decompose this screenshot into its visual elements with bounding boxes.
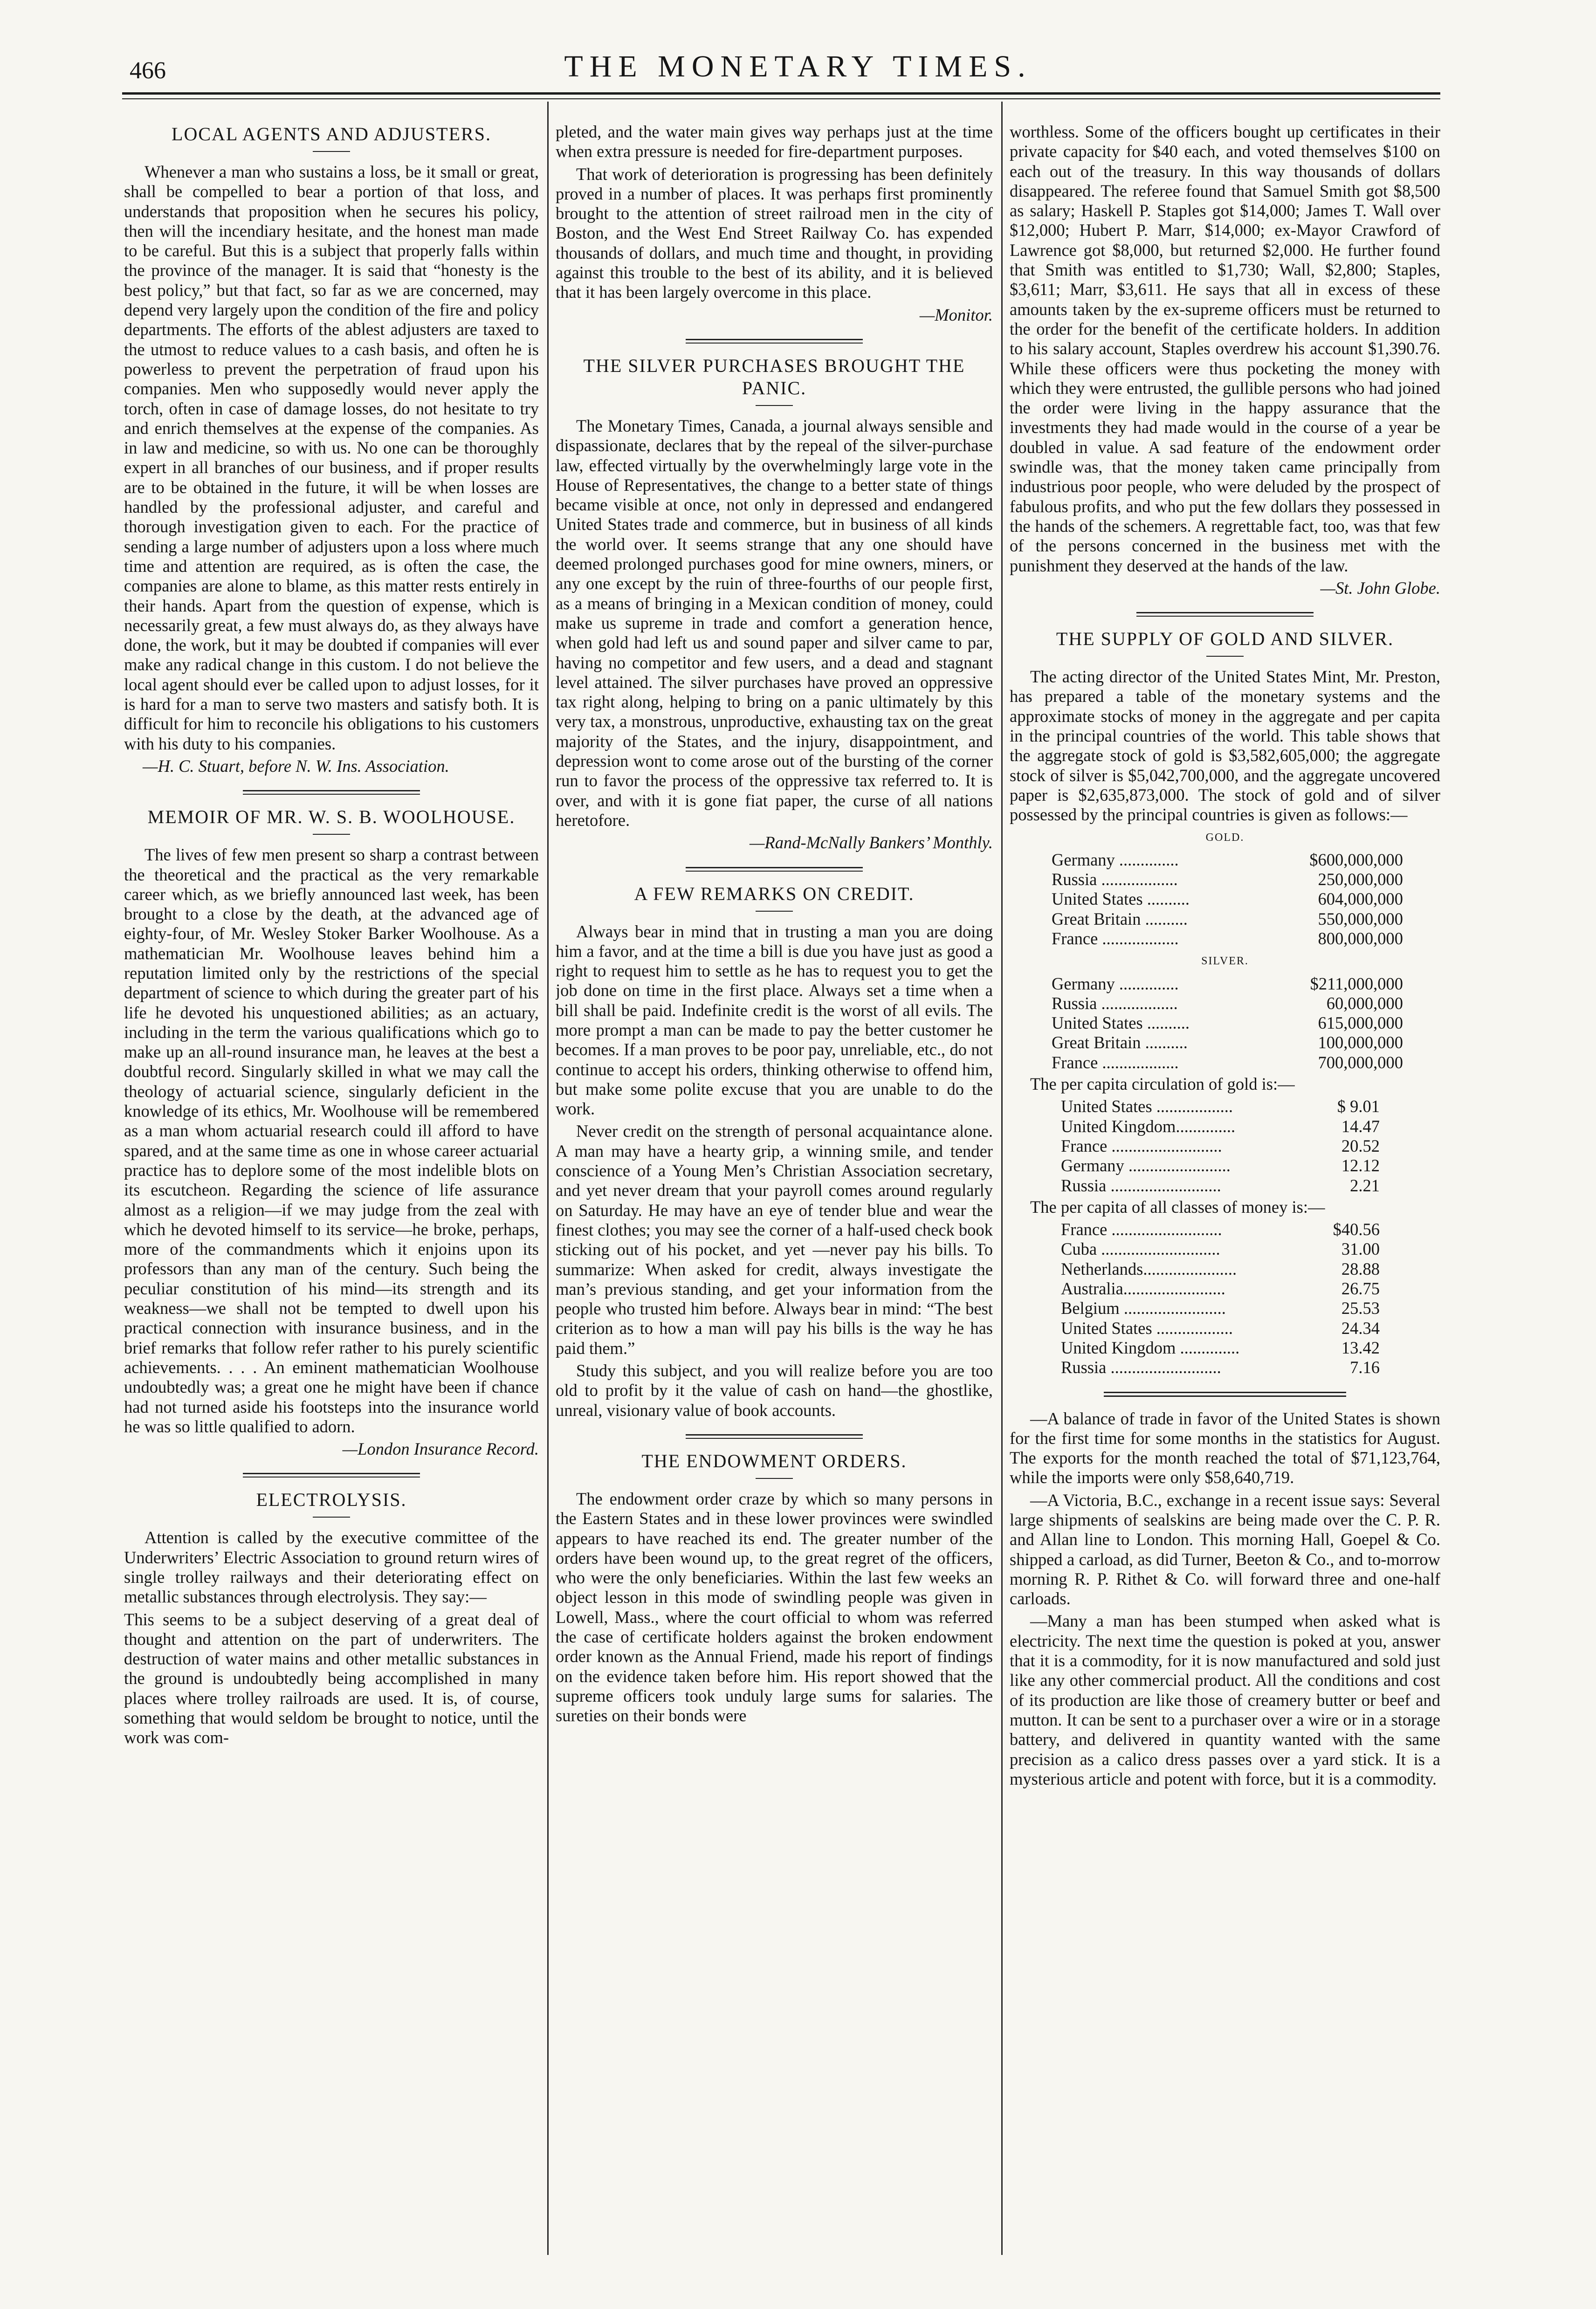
heading-rule [313, 1517, 350, 1518]
country-name: Russia .................. [1052, 870, 1178, 889]
table-intro: The per capita of all classes of money is:— [1030, 1197, 1325, 1216]
article-paragraph: That work of deterioration is progressing has been definitely proved in a number of places. It was perhaps first prominently brought to the attention of street railroad men in the city of Boston, and the West End Street Railway Co. has expended thousands of dollars, and much time and thought, in providing against this trouble to the best of its ability, and it is believed that it has been largely overcome in this place. [556, 164, 993, 302]
article-paragraph: Attention is called by the executive committee of the Underwriters’ Electric Association to ground return wires of single trolley railways and their deteriorating effect on metallic substances through electrolysis. They say:— [124, 1528, 539, 1607]
country-name: United States .................. [1061, 1097, 1233, 1116]
article-citation: —Monitor. [919, 305, 993, 324]
table-row [1010, 1176, 1440, 1196]
article-divider [243, 1473, 420, 1477]
table-row [1010, 1319, 1440, 1338]
country-name: Netherlands...................... [1061, 1259, 1237, 1278]
article-heading: THE SILVER PURCHASES BROUGHT THE PANIC. [583, 355, 965, 399]
country-name: Great Britain .......... [1052, 909, 1188, 928]
gold-table-label: GOLD. [1205, 831, 1245, 844]
article-paragraph: The acting director of the United States Mint, Mr. Preston, has prepared a table of the monetary systems and the approximate stocks of money in the aggregate and per capita in the principal countries of the world. This table shows that the aggregate stock of gold is $3,582,605,000; the aggregate stock of silver is $5,042,700,000, and the aggregate uncovered paper is $2,635,873,000. The stock of gold and of silver possessed by the principal countries is given as follows:— [1010, 667, 1440, 825]
amount-value: 13.42 [1341, 1338, 1380, 1357]
amount-value: $ 9.01 [1337, 1097, 1380, 1116]
article-paragraph: The endowment order craze by which so many persons in the Eastern States and in these lower provinces were swindled appears to have reached its end. The greater number of the orders have been wound up, to the great regret of the officers, who were the only beneficiaries. Within the last few weeks an object lesson in this mode of swindling people was given in Lowell, Mass., where the court official to whom was referred the case of certificate holders against the broken endowment order known as the Annual Friend, made his report of findings on the evidence taken before him. His report showed that the supreme officers took unduly large sums for salaries. The sureties on their bonds were [556, 1489, 993, 1725]
news-note: —Many a man has been stumped when asked what is electricity. The next time the question is poked at you, answer that it is a commodity, for it is now manufactured and sold just like any other commercial product. All the conditions and cost of its production are like those of creamery butter or beef and mutton. It can be sent to a purchaser over a wire or in a storage battery, and delivered in quantity wanted with the same precision as a calico dress passes over a yard stick. It is a mysterious article and potent with force, but it is a commodity. [1010, 1611, 1440, 1788]
country-name: Belgium ........................ [1061, 1299, 1226, 1318]
country-name: United States .......... [1052, 1013, 1190, 1033]
header-rule-thin [122, 98, 1440, 99]
country-name: Cuba ............................ [1061, 1239, 1220, 1259]
page-number: 466 [130, 57, 166, 84]
column-3 [1010, 122, 1440, 2266]
table-row [1010, 1259, 1440, 1279]
heading-rule [756, 911, 793, 912]
table-row [1010, 1033, 1440, 1052]
article-paragraph: The Monetary Times, Canada, a journal always sensible and dispassionate, declares that by the repeal of the silver-purchase law, effected virtually by the overwhelmingly large vote in the House of Representatives, the change to a better state of things became visible at once, not only in depressed and endangered United States trade and commerce, but in business of all kinds the world over. It seems strange that any one should have deemed prolonged purchases good for mine owners, miners, or any one except by the ruin of three-fourths of our people first, as a means of bringing in a Mexican condition of money, could make us supreme in trade and comfort a generation hence, when gold had left us and sound paper and silver came to par, having no competitor and few users, and a dead and stagnant level attained. The silver purchases have proved an oppressive tax right along, helping to bring on a panic ultimately by this very tax, a monstrous, unproductive, exhausting tax on the great majority of the States, and the injury, disappointment, and depression wont to come arose out of the bursting of the corner run to favor the process of the oppressive tax referred to. It is over, and with it is gone fiat paper, the curse of all nations heretofore. [556, 416, 993, 830]
heading-rule [756, 405, 793, 406]
country-name: France .................. [1052, 928, 1179, 948]
amount-value: 31.00 [1341, 1239, 1380, 1259]
table-row [1010, 870, 1440, 889]
heading-rule [313, 834, 350, 835]
article-heading: THE SUPPLY OF GOLD AND SILVER. [1056, 628, 1394, 650]
amount-value: $600,000,000 [1309, 850, 1403, 869]
table-row [1010, 1358, 1440, 1377]
table-row [1010, 1299, 1440, 1318]
column-rule-1 [547, 102, 549, 2255]
article-paragraph: worthless. Some of the officers bought up certificates in their private capacity for $40 each, and voted themselves $100 on each out of the treasury. In this way thousands of dollars disappeared. The referee found that Samuel Smith got $8,500 as salary; Haskell P. Staples got $14,000; James T. Wall over $12,000; Hubert P. Marr, $14,000; ex-Mayor Crawford of Lawrence got $8,000, but returned $2,000. He further found that Smith was entitled to $1,730; Wall, $2,800; Staples, $3,611; Marr, $3,611. He says that all in excess of these amounts taken by the ex-supreme officers must be returned to the order for the benefit of the certificate holders. In addition to his salary account, Staples overdrew his account $1,390.76. While these officers were thus pocketing the money with which they were entrusted, the gullible persons who had joined the order were living in the happy assurance that the investments they had made would in the course of a year be doubled in value. A sad feature of the endowment order swindle was, that the money taken came principally from industrious poor people, who were deluded by the prospect of fabulous profits, and who put the few dollars they possessed in the hands of the schemers. A regrettable fact, too, was that few of the persons concerned in the business met with the punishment they deserved at the hands of the law. [1010, 122, 1440, 575]
news-note: —A balance of trade in favor of the United States is shown for the first time for some months in the statistics for August. The exports for the month reached the total of $71,123,764, while the imports were only $58,640,719. [1010, 1409, 1440, 1487]
amount-value: 14.47 [1341, 1116, 1380, 1136]
article-heading: THE ENDOWMENT ORDERS. [641, 1450, 907, 1471]
article-paragraph: Study this subject, and you will realize before you are too old to profit by it the value of cash on hand—the ghostlike, unreal, visionary value of book accounts. [556, 1361, 993, 1420]
header-rule [122, 92, 1440, 95]
column-rule-2 [1001, 102, 1003, 2255]
column-2 [556, 122, 993, 2266]
article-citation: —St. John Globe. [1320, 578, 1440, 598]
country-name: United States .................. [1061, 1318, 1233, 1338]
country-name: Germany .............. [1052, 850, 1179, 869]
table-row [1010, 929, 1440, 948]
table-row [1010, 1136, 1440, 1156]
article-heading: A FEW REMARKS ON CREDIT. [634, 883, 915, 904]
article-divider [243, 790, 420, 795]
silver-stock-table [1010, 974, 1440, 1072]
country-name: France .......................... [1061, 1220, 1222, 1239]
table-row [1010, 1338, 1440, 1358]
amount-value: $40.56 [1333, 1220, 1380, 1239]
heading-rule [1206, 656, 1244, 657]
country-name: Australia........................ [1061, 1279, 1225, 1299]
article-divider [686, 339, 863, 344]
table-row [1010, 1013, 1440, 1033]
table-row [1010, 850, 1440, 870]
article-divider [686, 867, 863, 872]
masthead-title: THE MONETARY TIMES. [564, 49, 1032, 83]
country-name: Russia .......................... [1061, 1175, 1221, 1195]
money-per-capita-table [1010, 1220, 1440, 1377]
article-citation: —London Insurance Record. [342, 1439, 539, 1459]
gold-per-capita-table [1010, 1097, 1440, 1195]
country-name: Russia .................. [1052, 993, 1178, 1013]
country-name: France .................. [1052, 1052, 1179, 1072]
table-row [1010, 974, 1440, 994]
article-citation: —H. C. Stuart, before N. W. Ins. Association. [143, 756, 449, 776]
country-name: Germany .............. [1052, 974, 1179, 993]
table-row [1010, 909, 1440, 929]
heading-rule [756, 1478, 793, 1479]
amount-value: 24.34 [1341, 1318, 1380, 1338]
article-paragraph: This seems to be a subject deserving of a great deal of thought and attention on the part of underwriters. The destruction of water mains and other metallic substances in the ground is undoubtedly being accomplished in many places where trolley railroads are used. It is, of course, something that would seldom be brought to notice, until the work was com- [124, 1609, 539, 1747]
amount-value: 615,000,000 [1318, 1013, 1403, 1033]
article-heading: LOCAL AGENTS AND ADJUSTERS. [172, 124, 491, 144]
column-1 [124, 117, 539, 2261]
amount-value: 7.16 [1350, 1358, 1380, 1377]
amount-value: 2.21 [1350, 1175, 1380, 1195]
table-row [1010, 1239, 1440, 1259]
table-row [1010, 1156, 1440, 1175]
country-name: United Kingdom .............. [1061, 1338, 1240, 1357]
amount-value: 26.75 [1341, 1279, 1380, 1299]
table-row [1010, 1220, 1440, 1239]
amount-value: 20.52 [1341, 1136, 1380, 1155]
article-paragraph: pleted, and the water main gives way perhaps just at the time when extra pressure is needed for fire-department purposes. [556, 122, 993, 161]
article-paragraph: Never credit on the strength of personal acquaintance alone. A man may have a hearty grip, a winning smile, and tender conscience of a Young Men’s Christian Association secretary, and yet never dream that your payroll comes around regularly on Saturday. He may have an eye of tender blue and wear the finest clothes; you may see the corner of a half-used check book sticking out of his pocket, and yet —never pay his bills. To summarize: When asked for credit, always investigate the man’s previous standing, and get your information from the people who trusted him before. Always bear in mind: “The best criterion as to how a man will pay his bills is the way he has paid them.” [556, 1121, 993, 1358]
amount-value: 28.88 [1341, 1259, 1380, 1278]
article-heading: MEMOIR OF MR. W. S. B. WOOLHOUSE. [147, 806, 516, 828]
table-row [1010, 1117, 1440, 1136]
article-divider [1136, 612, 1314, 617]
silver-table-label: SILVER. [1201, 955, 1249, 968]
country-name: Great Britain .......... [1052, 1033, 1188, 1052]
article-citation: —Rand-McNally Bankers’ Monthly. [749, 833, 993, 852]
table-row [1010, 994, 1440, 1013]
article-paragraph: Always bear in mind that in trusting a man you are doing him a favor, and at the time a bill is due you have just as good a right to request him to settle as he has to request you to get the job done on time in the first place. Always set a time when a bill shall be paid. Indefinite credit is the worst of all evils. The more prompt a man can be made to pay the better customer he becomes. If a man proves to be poor pay, unreliable, etc., do not continue to accept his orders, thinking otherwise to offend him, but make some polite excuse that you are unable to do the work. [556, 921, 993, 1119]
country-name: France .......................... [1061, 1136, 1222, 1155]
amount-value: 100,000,000 [1318, 1033, 1403, 1052]
amount-value: 12.12 [1341, 1156, 1380, 1175]
table-row [1010, 1053, 1440, 1072]
table-row [1010, 1279, 1440, 1299]
country-name: United Kingdom.............. [1061, 1116, 1236, 1136]
country-name: United States .......... [1052, 889, 1190, 909]
country-name: Germany ........................ [1061, 1156, 1231, 1175]
amount-value: 550,000,000 [1318, 909, 1403, 928]
news-note: —A Victoria, B.C., exchange in a recent issue says: Several large shipments of sealskins are being made over the C. P. R. and Allan line to London. This morning Hall, Goepel & Co. shipped a carload, as did Turner, Beeton & Co., and to-morrow morning R. P. Rithet & Co. will forward three and one-half carloads. [1010, 1490, 1440, 1608]
amount-value: 60,000,000 [1326, 993, 1403, 1013]
article-paragraph: Whenever a man who sustains a loss, be it small or great, shall be compelled to bear a portion of that loss, and understands that proposition when he secures his policy, then will the incendiary hesitate, and the honest man made to be careful. But this is a subject that properly falls within the province of the manager. It is said that “honesty is the best policy,” but that fact, so far as we are concerned, may depend very largely upon the condition of the fire and policy departments. The efforts of the ablest adjusters are taxed to the utmost to reduce values to a cash basis, and often he is powerless to prevent the perpetration of fraud upon his companies. Men who supposedly would never apply the torch, often in case of damage losses, do not hesitate to try and enrich themselves at the expense of the companies. As in law and medicine, so with us. No one can be thoroughly expert in all branches of our business, and if proper results are to be obtained in the future, it will be when losses are handled by the professional adjuster, and careful and thorough investigation given to each. For the practice of sending a large number of adjusters upon a loss where much time and attention are required, as is often the case, the companies are alone to blame, as this matter rests entirely in their hands. Apart from the question of expense, which is necessarily great, a few must always do, as they always have done, the work, but it may be doubted if companies will ever make any radical change in this custom. I do not believe the local agent should ever be called upon to adjust losses, for it is hard for a man to serve two masters and satisfy both. It is difficult for him to reconcile his obligations to his customers with his duty to his companies. [124, 162, 539, 753]
amount-value: 800,000,000 [1318, 928, 1403, 948]
amount-value: 604,000,000 [1318, 889, 1403, 909]
amount-value: 700,000,000 [1318, 1052, 1403, 1072]
amount-value: $211,000,000 [1310, 974, 1403, 993]
table-row [1010, 889, 1440, 909]
amount-value: 250,000,000 [1318, 870, 1403, 889]
table-row [1010, 1097, 1440, 1116]
gold-stock-table [1010, 850, 1440, 948]
heading-rule [313, 151, 350, 152]
article-heading: ELECTROLYSIS. [256, 1489, 407, 1511]
article-divider [686, 1434, 863, 1439]
article-paragraph: The lives of few men present so sharp a contrast between the theoretical and the practical as the very remarkable career which, as we briefly announced last week, has been brought to a close by the death, at the advanced age of eighty-four, of Mr. Wesley Stoker Barker Woolhouse. As a mathematician Mr. Woolhouse leaves behind him a reputation limited only by the restrictions of the special department of science to which during the greater part of his life he devoted his unquestioned abilities; as an actuary, including in the term the various qualifications which go to make up an all-round insurance man, he leaves at the best a doubtful record. Singularly skilled in what we may call the theology of actuarial science, singularly deficient in the knowledge of its ethics, Mr. Woolhouse will be remembered as a man whom actuarial research could ill afford to have spared, and at the same time as one in whose career actuarial practice has to deplore some of the most indelible blots on its escutcheon. Regarding the science of life assurance almost as a religion—if we may judge from the zeal with which he devoted himself to its service—he broke, perhaps, more of the commandments which it enjoins upon its professors than any man of the century. Such being the peculiar constitution of his mind—its strength and its weakness—we shall not be tempted to dwell upon his practical connection with insurance business, and in the brief remarks that follow refer rather to his purely scientific achievements. . . . An eminent mathematician Woolhouse undoubtedly was; a great one he might have been if chance had not turned aside his footsteps into the insurance world he was so little qualified to adorn. [124, 845, 539, 1436]
table-intro: The per capita circulation of gold is:— [1030, 1074, 1295, 1094]
article-divider [1104, 1392, 1346, 1397]
country-name: Russia .......................... [1061, 1358, 1221, 1377]
amount-value: 25.53 [1341, 1299, 1380, 1318]
